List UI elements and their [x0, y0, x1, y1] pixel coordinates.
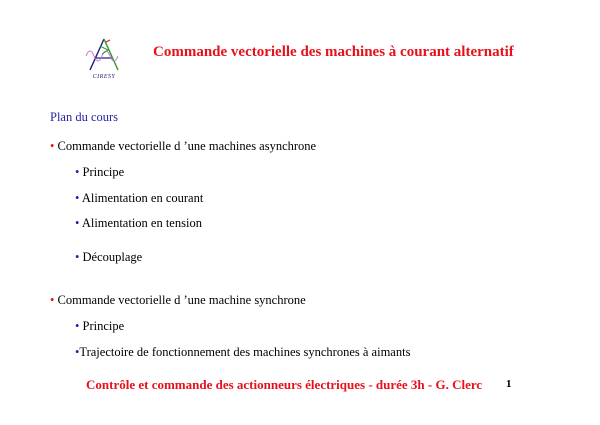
outline-subitem	[75, 165, 124, 180]
section-title: Plan du cours	[50, 110, 119, 124]
outline-item	[50, 139, 316, 154]
logo-text: CIRESY	[92, 74, 116, 80]
outline-subitem	[75, 319, 124, 334]
logo	[82, 36, 126, 84]
bullet-icon: •	[50, 139, 55, 153]
outline-item-text: Commande vectorielle d ’une machine synchrone	[57, 293, 306, 307]
outline-item-text: Principe	[82, 319, 125, 333]
slide-footer: Contrôle et commande des actionneurs électriques - durée 3h - G. Clerc	[86, 377, 483, 392]
outline-item-text: Alimentation en courant	[81, 191, 204, 205]
slide-title: Commande vectorielle des machines à courant alternatif	[153, 44, 514, 60]
outline-subitem	[75, 250, 142, 265]
outline-item-text: Trajectoire de fonctionnement des machines synchrones à aimants	[79, 345, 411, 359]
bullet-icon: •	[75, 165, 80, 179]
outline-subitem	[75, 216, 202, 231]
outline-subitem	[75, 191, 203, 206]
page-number: 1	[506, 378, 512, 390]
outline-item-text: Découplage	[82, 250, 143, 264]
outline-item-text: Alimentation en tension	[81, 216, 202, 230]
outline-item-text: Principe	[82, 165, 125, 179]
bullet-icon: •	[75, 319, 80, 333]
outline-subitem	[75, 345, 410, 360]
bullet-icon: •	[50, 293, 55, 307]
bullet-icon: •	[75, 345, 80, 359]
logo-icon	[82, 36, 126, 74]
bullet-icon: •	[75, 250, 80, 264]
bullet-icon: •	[75, 191, 80, 205]
outline-item	[50, 293, 306, 308]
outline-item-text: Commande vectorielle d ’une machines asynchrone	[57, 139, 317, 153]
bullet-icon: •	[75, 216, 80, 230]
